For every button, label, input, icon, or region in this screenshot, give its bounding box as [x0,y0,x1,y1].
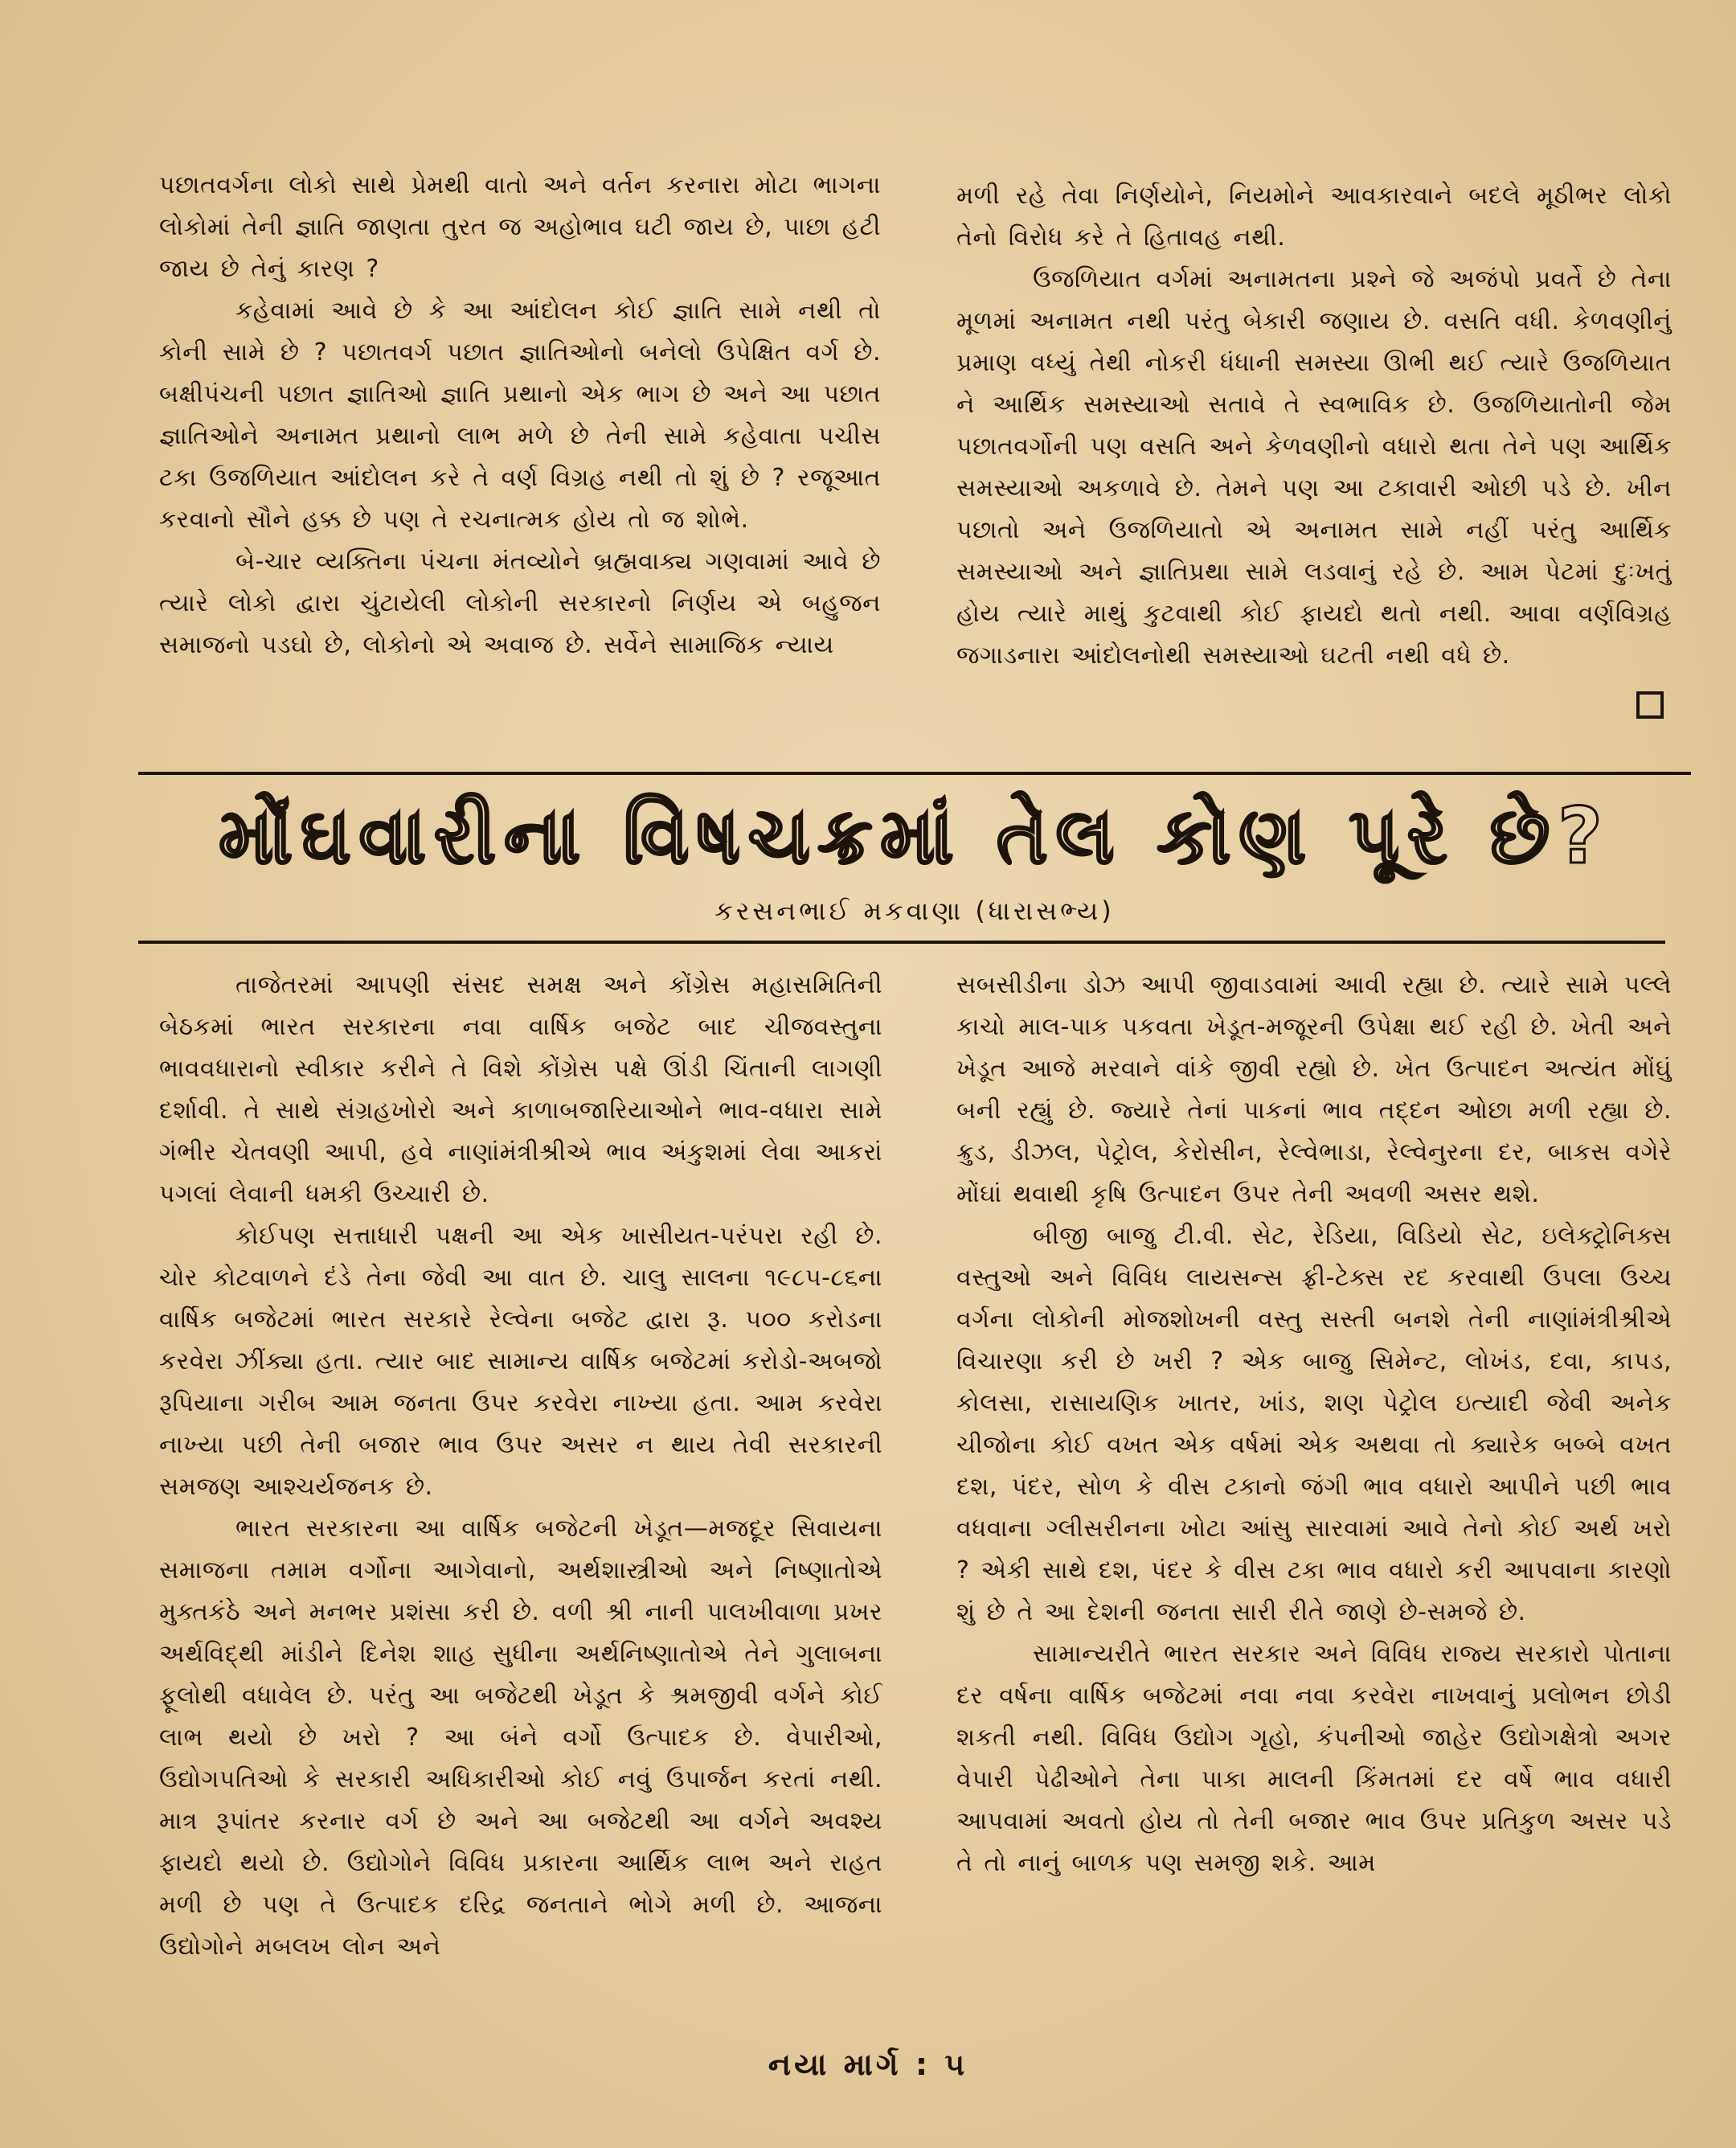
paragraph: તાજેતરમાં આપણી સંસદ સમક્ષ અને કોંગ્રેસ મહાસમિતિની બેઠકમાં ભારત સરકારના નવા વાર્ષિક બજેટ બાદ ચીજવસ્તુના ભાવવધારાનો સ્વીકાર કરીને તે વિશે કોંગ્રેસ પક્ષે ઊંડી ચિંતાની લાગણી દર્શાવી. તે સાથે સંગ્રહખોરો અને કાળાબજારિયાઓને ભાવ-વધારા સામે ગંભીર ચેતવણી આપી, હવે નાણાંમંત્રીશ્રીએ ભાવ અંકુશમાં લેવા આકરાં પગલાં લેવાની ધમકી ઉચ્ચારી છે. [159,971,882,1208]
article-byline: કરસનભાઈ મકવાણા (ધારાસભ્ય) [714,896,1115,926]
bottom-left-column [159,965,882,1968]
paragraph: પછાતવર્ગના લોકો સાથે પ્રેમથી વાતો અને વર્તન કરનારા મોટા ભાગના લોકોમાં તેની જ્ઞાતિ જાણતા તુરત જ અહોભાવ ઘટી જાય છે, પાછા હટી જાય છે તેનું કારણ ? [159,171,881,283]
paragraph: બીજી બાજુ ટી.વી. સેટ, રેડિયા, વિડિયો સેટ, ઇલેક્ટ્રોનિક્સ વસ્તુઓ અને વિવિધ લાયસન્સ ફ્રી-ટેક્સ રદ કરવાથી ઉપલા ઉચ્ચ વર્ગના લોકોની મોજશોખની વસ્તુ સસ્તી બનશે તેની નાણાંમંત્રીશ્રીએ વિચારણા કરી છે ખરી ? એક બાજુ સિમેન્ટ, લોખંડ, દવા, કાપડ, કોલસા, રાસાયણિક ખાતર, ખાંડ, શણ પેટ્રોલ ઇત્યાદી જેવી અનેક ચીજોના કોઈ વખત એક વર્ષમાં એક અથવા તો ક્યારેક બબ્બે વખત દશ, પંદર, સોળ કે વીસ ટકાનો જંગી ભાવ વધારો આપીને પછી ભાવ વધવાના ગ્લીસરીનના ખોટા આંસુ સારવામાં આવે તેનો કોઈ અર્થ ખરો ? એકી સાથે દશ, પંદર કે વીસ ટકા ભાવ વધારો કરી આપવાના કારણો શું છે તે આ દેશની જનતા સારી રીતે જાણે છે-સમજે છે. [956,1222,1672,1626]
paragraph: ઉજળિયાત વર્ગમાં અનામતના પ્રશ્ને જે અજંપો પ્રવર્તે છે તેના મૂળમાં અનામત નથી પરંતુ બેકારી જણાય છે. વસતિ વધી. કેળવણીનું પ્રમાણ વધ્યું તેથી નોકરી ધંધાની સમસ્યા ઊભી થઈ ત્યારે ઉજળિયાત ને આર્થિક સમસ્યાઓ સતાવે તે સ્વભાવિક છે. ઉજળિયાતોની જેમ પછાતવર્ગોની પણ વસતિ અને કેળવણીનો વધારો થતા તેને પણ આર્થિક સમસ્યાઓ અકળાવે છે. તેમને પણ આ ટકાવારી ઓછી પડે છે. ખીન પછાતો અને ઉજળિયાતો એ અનામત સામે નહીં પરંતુ આર્થિક સમસ્યાઓ અને જ્ઞાતિપ્રથા સામે લડવાનું રહે છે. આમ પેટમાં દુઃખતું હોય ત્યારે માથું કુટવાથી કોઈ ફાયદો થતો નથી. આવા વર્ણવિગ્રહ જગાડનારા આંદોલનોથી સમસ્યાઓ ઘટતી નથી વધે છે. [956,265,1672,670]
article-headline: મોંઘવારીના વિષચક્રમાં તેલ કોણ પૂરે છે? [219,791,1611,881]
section-divider-top [138,772,1691,775]
bottom-right-column [956,965,1672,1884]
section-divider-bottom [138,941,1665,944]
page-footer: નયા માર્ગ : ૫ [768,2047,968,2082]
top-right-column [956,175,1672,677]
paragraph: મળી રહે તેવા નિર્ણયોને, નિયમોને આવકારવાને બદલે મૂઠીભર લોકો તેનો વિરોધ કરે તે હિતાવહ નથી. [956,182,1672,252]
paragraph: સામાન્યરીતે ભારત સરકાર અને વિવિધ રાજ્ય સરકારો પોતાના દર વર્ષના વાર્ષિક બજેટમાં નવા નવા કરવેરા નાખવાનું પ્રલોભન છોડી શકતી નથી. વિવિધ ઉદ્યોગ ગૃહો, કંપનીઓ જાહેર ઉદ્યોગક્ષેત્રો અગર વેપારી પેઢીઓને તેના પાકા માલની કિંમતમાં દર વર્ષે ભાવ વધારી આપવામાં અવતો હોય તો તેની બજાર ભાવ ઉપર પ્રતિકુળ અસર પડે તે તો નાનું બાળક પણ સમજી શકે. આમ [956,1640,1672,1877]
paragraph: કોઈપણ સત્તાધારી પક્ષની આ એક ખાસીયત-પરંપરા રહી છે. ચોર કોટવાળને દંડે તેના જેવી આ વાત છે. ચાલુ સાલના ૧૯૮૫-૮૬ના વાર્ષિક બજેટમાં ભારત સરકારે રેલ્વેના બજેટ દ્વારા રૂ. ૫૦૦ કરોડના કરવેરા ઝીંક્યા હતા. ત્યાર બાદ સામાન્ય વાર્ષિક બજેટમાં કરોડો-અબજો રૂપિયાના ગરીબ આમ જનતા ઉપર કરવેરા નાખ્યા હતા. આમ કરવેરા નાખ્યા પછી તેની બજાર ભાવ ઉપર અસર ન થાય તેવી સરકારની સમજણ આશ્ચર્યજનક છે. [159,1222,882,1501]
top-left-column [159,165,881,666]
end-of-article-mark [1636,691,1664,719]
paragraph: સબસીડીના ડોઝ આપી જીવાડવામાં આવી રહ્યા છે. ત્યારે સામે પલ્લે કાચો માલ-પાક પકવતા ખેડૂત-મજૂરની ઉપેક્ષા થઈ રહી છે. ખેતી અને ખેડૂત આજે મરવાને વાંકે જીવી રહ્યો છે. ખેત ઉત્પાદન અત્યંત મોંઘું બની રહ્યું છે. જ્યારે તેનાં પાકનાં ભાવ તદ્દન ઓછા મળી રહ્યા છે. ક્રુડ, ડીઝલ, પેટ્રોલ, કેરોસીન, રેલ્વેભાડા, રેલ્વેનુરના દર, બાકસ વગેરે મોંઘાં થવાથી કૃષિ ઉત્પાદન ઉપર તેની અવળી અસર થશે. [956,971,1672,1208]
paragraph: કહેવામાં આવે છે કે આ આંદોલન કોઈ જ્ઞાતિ સામે નથી તો કોની સામે છે ? પછાતવર્ગ પછાત જ્ઞાતિઓનો બનેલો ઉપેક્ષિત વર્ગ છે. બક્ષીપંચની પછાત જ્ઞાતિઓ જ્ઞાતિ પ્રથાનો એક ભાગ છે અને આ પછાત જ્ઞાતિઓને અનામત પ્રથાનો લાભ મળે છે તેની સામે કહેવાતા પચીસ ટકા ઉજળિયાત આંદોલન કરે તે વર્ણ વિગ્રહ નથી તો શું છે ? રજૂઆત કરવાનો સૌને હક્ક છે પણ તે રચનાત્મક હોય તો જ શોભે. [159,297,881,534]
paragraph: બે-ચાર વ્યક્તિના પંચના મંતવ્યોને બ્રહ્મવાક્ય ગણવામાં આવે છે ત્યારે લોકો દ્વારા ચુંટાયેલી લોકોની સરકારનો નિર્ણય એ બહુજન સમાજનો પડઘો છે, લોકોનો એ અવાજ છે. સર્વેને સામાજિક ન્યાય [159,547,881,659]
paragraph: ભારત સરકારના આ વાર્ષિક બજેટની ખેડૂત—મજદૂર સિવાયના સમાજના તમામ વર્ગોના આગેવાનો, અર્થશાસ્ત્રીઓ અને નિષ્ણાતોએ મુક્તકંઠે અને મનભર પ્રશંસા કરી છે. વળી શ્રી નાની પાલખીવાળા પ્રખર અર્થવિદ્થી માંડીને દિનેશ શાહ સુધીના અર્થનિષ્ણાતોએ તેને ગુલાબના ફૂલોથી વધાવેલ છે. પરંતુ આ બજેટથી ખેડૂત કે શ્રમજીવી વર્ગને કોઈ લાભ થયો છે ખરો ? આ બંને વર્ગો ઉત્પાદક છે. વેપારીઓ, ઉદ્યોગપતિઓ કે સરકારી અધિકારીઓ કોઈ નવું ઉપાર્જન કરતાં નથી. માત્ર રૂપાંતર કરનાર વર્ગ છે અને આ બજેટથી આ વર્ગને અવશ્ય ફાયદો થયો છે. ઉદ્યોગોને વિવિધ પ્રકારના આર્થિક લાભ અને રાહત મળી છે પણ તે ઉત્પાદક દરિદ્ર જનતાને ભોગે મળી છે. આજના ઉદ્યોગોને મબલખ લોન અને [159,1515,882,1961]
